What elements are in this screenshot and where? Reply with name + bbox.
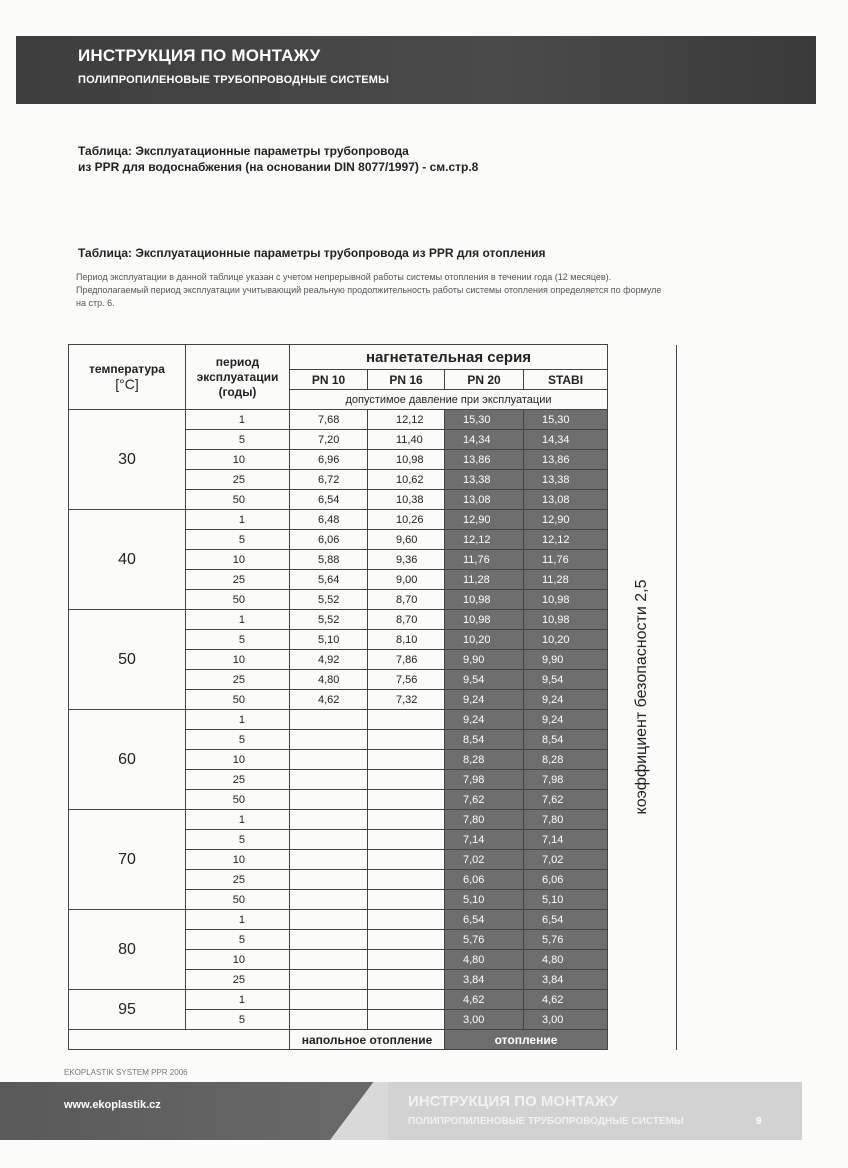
stabi-value: 7,62 [524, 790, 608, 810]
pn20-value: 12,90 [445, 510, 524, 530]
period-cell: 1 [186, 810, 290, 830]
stabi-value: 10,98 [524, 610, 608, 630]
pn20-value: 11,76 [445, 550, 524, 570]
stabi-value: 9,24 [524, 690, 608, 710]
page-number: 9 [756, 1116, 762, 1127]
period-cell: 5 [186, 1010, 290, 1030]
pn10-value: 6,54 [290, 490, 368, 510]
period-cell: 10 [186, 750, 290, 770]
period-cell: 10 [186, 950, 290, 970]
temperature-cell: 70 [69, 810, 186, 910]
pn20-value: 15,30 [445, 410, 524, 430]
pn16-value [368, 930, 445, 950]
period-cell: 1 [186, 510, 290, 530]
pn16-value [368, 790, 445, 810]
period-cell: 25 [186, 670, 290, 690]
pn16-value: 10,98 [368, 450, 445, 470]
pn16-value: 8,70 [368, 590, 445, 610]
period-header [186, 345, 290, 410]
pn20-value: 7,98 [445, 770, 524, 790]
pn10-value [290, 850, 368, 870]
stabi-value: 10,20 [524, 630, 608, 650]
pn20-value: 9,54 [445, 670, 524, 690]
table-footer-row [69, 1030, 677, 1050]
pn20-value: 4,80 [445, 950, 524, 970]
stabi-value: 12,12 [524, 530, 608, 550]
heating-parameters-table [68, 344, 677, 1050]
note-line1: Период эксплуатации в данной таблице указан с учетом непрерывной работы системы отопления в течении года (12 месяцев). [76, 272, 612, 282]
period-cell: 5 [186, 530, 290, 550]
table-caption-heating: Таблица: Эксплуатационные параметры трубопровода из PPR для отопления [78, 246, 546, 260]
period-cell: 50 [186, 690, 290, 710]
pn20-value: 12,12 [445, 530, 524, 550]
pn10-value [290, 810, 368, 830]
period-cell: 5 [186, 830, 290, 850]
period-cell: 1 [186, 610, 290, 630]
period-cell: 1 [186, 710, 290, 730]
pn10-value: 5,52 [290, 590, 368, 610]
period-header-line2: эксплуатации [196, 369, 279, 384]
safety-coefficient-label: коэффициент безопасности 2,5 [633, 579, 650, 815]
pn20-value: 7,14 [445, 830, 524, 850]
pn10-value: 4,80 [290, 670, 368, 690]
period-cell: 25 [186, 570, 290, 590]
period-cell: 25 [186, 970, 290, 990]
pn16-value [368, 990, 445, 1010]
stabi-value: 10,98 [524, 590, 608, 610]
pn10-value [290, 930, 368, 950]
pn10-value: 7,68 [290, 410, 368, 430]
period-cell: 50 [186, 490, 290, 510]
table-caption-water-line1: Таблица: Эксплуатационные параметры трубопровода [78, 144, 409, 158]
pn20-value: 4,62 [445, 990, 524, 1010]
series-pn10: PN 10 [290, 370, 368, 390]
pn16-value: 7,32 [368, 690, 445, 710]
pn20-value: 14,34 [445, 430, 524, 450]
footer-title: ИНСТРУКЦИЯ ПО МОНТАЖУ [408, 1093, 619, 1110]
pn16-value [368, 730, 445, 750]
period-header-line1: период [215, 354, 260, 369]
period-cell: 1 [186, 910, 290, 930]
pn20-value: 13,38 [445, 470, 524, 490]
pn16-value: 9,60 [368, 530, 445, 550]
pn20-value: 5,10 [445, 890, 524, 910]
pn10-value [290, 1010, 368, 1030]
pn20-value: 9,90 [445, 650, 524, 670]
pn16-value [368, 1010, 445, 1030]
pn16-value [368, 950, 445, 970]
footer-website-link[interactable]: www.ekoplastik.cz [64, 1099, 161, 1111]
pn10-value [290, 770, 368, 790]
pn10-value [290, 890, 368, 910]
pn10-value [290, 870, 368, 890]
pn16-value [368, 970, 445, 990]
pn10-value: 6,06 [290, 530, 368, 550]
header-subtitle: ПОЛИПРОПИЛЕНОВЫЕ ТРУБОПРОВОДНЫЕ СИСТЕМЫ [78, 74, 390, 86]
pn10-value: 5,10 [290, 630, 368, 650]
pn20-value: 9,24 [445, 690, 524, 710]
pn10-value: 6,96 [290, 450, 368, 470]
stabi-value: 6,06 [524, 870, 608, 890]
stabi-value: 9,24 [524, 710, 608, 730]
stabi-value: 13,86 [524, 450, 608, 470]
stabi-value: 7,98 [524, 770, 608, 790]
stabi-value: 7,02 [524, 850, 608, 870]
pn20-value: 13,08 [445, 490, 524, 510]
stabi-value: 6,54 [524, 910, 608, 930]
pn16-value [368, 850, 445, 870]
period-cell: 10 [186, 450, 290, 470]
pressure-series-header: нагнетательная серия [290, 345, 608, 370]
period-cell: 5 [186, 630, 290, 650]
pn10-value [290, 990, 368, 1010]
note-line2: Предполагаемый период эксплуатации учитывающий реальную продолжительность работы системы отопления определяется по формуле [76, 285, 662, 295]
period-cell: 25 [186, 470, 290, 490]
pn16-value: 10,26 [368, 510, 445, 530]
period-cell: 10 [186, 650, 290, 670]
pn20-value: 7,62 [445, 790, 524, 810]
temperature-cell: 60 [69, 710, 186, 810]
period-cell: 50 [186, 890, 290, 910]
stabi-value: 3,84 [524, 970, 608, 990]
note-line3: на стр. 6. [76, 298, 115, 308]
stabi-value: 5,76 [524, 930, 608, 950]
pn10-value [290, 830, 368, 850]
pn20-value: 6,06 [445, 870, 524, 890]
pn20-value: 9,24 [445, 710, 524, 730]
pn10-value: 4,92 [290, 650, 368, 670]
temperature-cell: 80 [69, 910, 186, 990]
pn10-value [290, 950, 368, 970]
pn16-value: 10,38 [368, 490, 445, 510]
pn10-value [290, 730, 368, 750]
period-cell: 1 [186, 410, 290, 430]
pn10-value [290, 710, 368, 730]
floor-heating-label: напольное отопление [290, 1030, 445, 1050]
stabi-value: 14,34 [524, 430, 608, 450]
temperature-cell: 95 [69, 990, 186, 1030]
table-row [69, 410, 677, 430]
pn20-value: 7,80 [445, 810, 524, 830]
pn16-value [368, 750, 445, 770]
period-header-line3: (годы) [218, 384, 257, 399]
series-pn16: PN 16 [368, 370, 445, 390]
stabi-value: 7,80 [524, 810, 608, 830]
pn10-value [290, 790, 368, 810]
table-row [69, 710, 677, 730]
pn10-value [290, 910, 368, 930]
pn16-value: 9,36 [368, 550, 445, 570]
table-row [69, 810, 677, 830]
pn10-value: 5,88 [290, 550, 368, 570]
temperature-cell: 40 [69, 510, 186, 610]
pn20-value: 10,98 [445, 610, 524, 630]
period-cell: 25 [186, 870, 290, 890]
stabi-value: 8,54 [524, 730, 608, 750]
temperature-header-unit: [°C] [115, 376, 139, 392]
heating-label: отопление [445, 1030, 608, 1050]
temperature-header-label: температура [89, 362, 165, 376]
temperature-cell: 50 [69, 610, 186, 710]
allowed-pressure-header: допустимое давление при эксплуатации [290, 390, 608, 410]
footer-subtitle: ПОЛИПРОПИЛЕНОВЫЕ ТРУБОПРОВОДНЫЕ СИСТЕМЫ [408, 1116, 684, 1127]
pn20-value: 3,00 [445, 1010, 524, 1030]
pn10-value: 5,52 [290, 610, 368, 630]
period-cell: 50 [186, 790, 290, 810]
pn16-value: 12,12 [368, 410, 445, 430]
pn10-value: 4,62 [290, 690, 368, 710]
pn16-value: 9,00 [368, 570, 445, 590]
pn16-value: 8,10 [368, 630, 445, 650]
period-cell: 10 [186, 550, 290, 570]
pn20-value: 13,86 [445, 450, 524, 470]
pn16-value: 7,56 [368, 670, 445, 690]
stabi-value: 13,38 [524, 470, 608, 490]
table-caption-water-line2: из PPR для водоснабжения (на основании DIN 8077/1997) - см.стр.8 [78, 160, 479, 174]
pn10-value: 7,20 [290, 430, 368, 450]
pn10-value: 6,48 [290, 510, 368, 530]
footer-title-block [388, 1082, 802, 1140]
table-row [69, 610, 677, 630]
pn16-value [368, 890, 445, 910]
pn20-value: 11,28 [445, 570, 524, 590]
pn16-value [368, 770, 445, 790]
pn10-value [290, 750, 368, 770]
stabi-value: 5,10 [524, 890, 608, 910]
stabi-value: 8,28 [524, 750, 608, 770]
period-cell: 25 [186, 770, 290, 790]
pn16-value [368, 870, 445, 890]
period-cell: 1 [186, 990, 290, 1010]
pn10-value: 6,72 [290, 470, 368, 490]
pn10-value [290, 970, 368, 990]
safety-coefficient-cell [608, 345, 677, 1050]
pn20-value: 8,54 [445, 730, 524, 750]
pn20-value: 5,76 [445, 930, 524, 950]
pn20-value: 8,28 [445, 750, 524, 770]
temperature-cell: 30 [69, 410, 186, 510]
pn16-value: 10,62 [368, 470, 445, 490]
header-title: ИНСТРУКЦИЯ ПО МОНТАЖУ [78, 46, 321, 65]
stabi-value: 11,76 [524, 550, 608, 570]
stabi-value: 7,14 [524, 830, 608, 850]
stabi-value: 12,90 [524, 510, 608, 530]
period-cell: 10 [186, 850, 290, 870]
stabi-value: 3,00 [524, 1010, 608, 1030]
pn10-value: 5,64 [290, 570, 368, 590]
stabi-value: 9,54 [524, 670, 608, 690]
series-stabi: STABI [524, 370, 608, 390]
pn20-value: 3,84 [445, 970, 524, 990]
stabi-value: 4,80 [524, 950, 608, 970]
table-row [69, 910, 677, 930]
pn16-value: 8,70 [368, 610, 445, 630]
pn20-value: 6,54 [445, 910, 524, 930]
pn16-value [368, 710, 445, 730]
table-note [76, 271, 748, 310]
pn16-value [368, 830, 445, 850]
temperature-header [69, 345, 186, 410]
pn20-value: 7,02 [445, 850, 524, 870]
stabi-value: 4,62 [524, 990, 608, 1010]
page-header [16, 36, 816, 104]
stabi-value: 9,90 [524, 650, 608, 670]
stabi-value: 15,30 [524, 410, 608, 430]
pn20-value: 10,20 [445, 630, 524, 650]
pn16-value [368, 810, 445, 830]
period-cell: 5 [186, 430, 290, 450]
stabi-value: 13,08 [524, 490, 608, 510]
period-cell: 5 [186, 730, 290, 750]
pn16-value: 7,86 [368, 650, 445, 670]
table-caption-water [78, 143, 478, 175]
pn16-value [368, 910, 445, 930]
table-row [69, 510, 677, 530]
pn20-value: 10,98 [445, 590, 524, 610]
period-cell: 5 [186, 930, 290, 950]
series-pn20: PN 20 [445, 370, 524, 390]
footer-edition: EKOPLASTIK SYSTEM PPR 2006 [64, 1068, 188, 1077]
period-cell: 50 [186, 590, 290, 610]
pn16-value: 11,40 [368, 430, 445, 450]
footer-spacer-cell [69, 1030, 290, 1050]
table-row [69, 990, 677, 1010]
stabi-value: 11,28 [524, 570, 608, 590]
